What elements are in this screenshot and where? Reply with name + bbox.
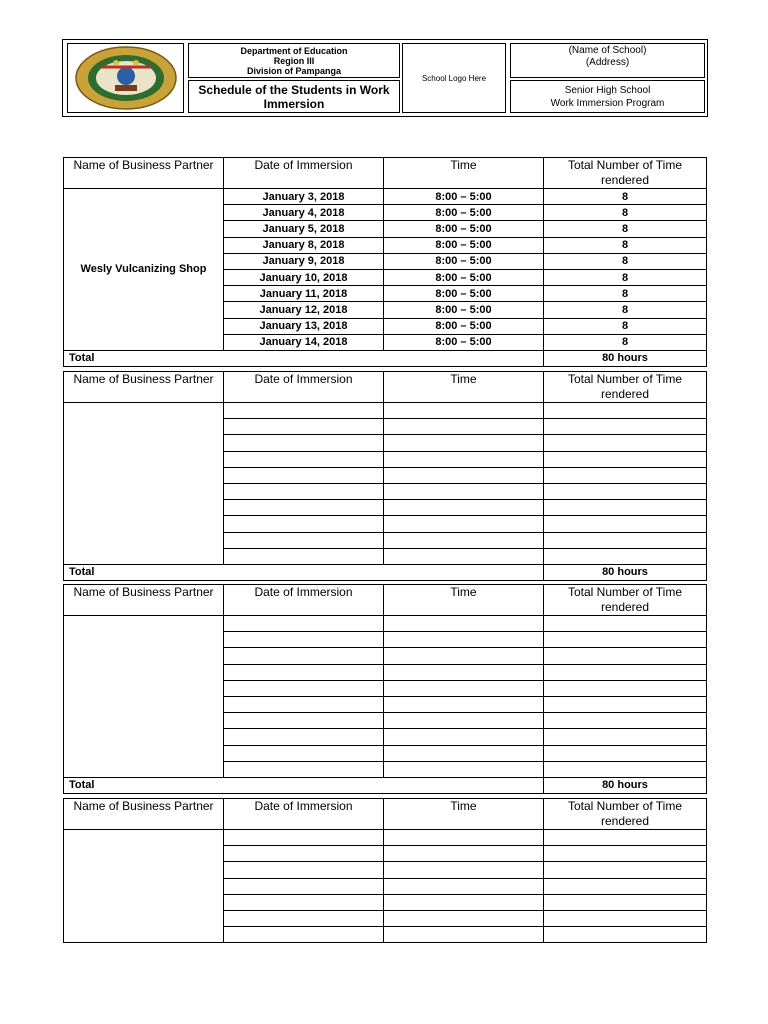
time-cell xyxy=(384,830,544,846)
time-cell: 8:00 – 5:00 xyxy=(384,221,544,237)
total-label: Total xyxy=(64,777,544,793)
column-header: Name of Business Partner xyxy=(64,585,224,616)
date-cell xyxy=(224,878,384,894)
deped-seal xyxy=(67,43,184,113)
hours-cell xyxy=(544,616,707,632)
deped-seal-icon xyxy=(71,45,181,111)
time-cell xyxy=(384,532,544,548)
time-cell xyxy=(384,862,544,878)
date-cell: January 8, 2018 xyxy=(224,237,384,253)
date-cell xyxy=(224,403,384,419)
hours-cell xyxy=(544,500,707,516)
hours-cell: 8 xyxy=(544,189,707,205)
column-header: Name of Business Partner xyxy=(64,158,224,189)
hours-cell xyxy=(544,846,707,862)
time-cell xyxy=(384,500,544,516)
table-row xyxy=(64,830,707,846)
date-cell xyxy=(224,664,384,680)
document-header xyxy=(62,39,708,117)
date-cell: January 13, 2018 xyxy=(224,318,384,334)
date-cell: January 9, 2018 xyxy=(224,253,384,269)
date-cell xyxy=(224,435,384,451)
date-cell: January 12, 2018 xyxy=(224,302,384,318)
time-cell xyxy=(384,548,544,564)
total-label: Total xyxy=(64,564,544,580)
date-cell xyxy=(224,532,384,548)
time-cell xyxy=(384,403,544,419)
region-name: Region III xyxy=(273,56,315,66)
total-row xyxy=(64,564,707,580)
hours-cell: 8 xyxy=(544,286,707,302)
date-cell: January 10, 2018 xyxy=(224,269,384,285)
time-cell xyxy=(384,467,544,483)
time-cell xyxy=(384,664,544,680)
hours-cell xyxy=(544,648,707,664)
column-header: Total Number of Time rendered xyxy=(544,799,707,830)
hours-cell xyxy=(544,483,707,499)
hours-cell xyxy=(544,632,707,648)
business-partner-cell xyxy=(64,616,224,778)
business-partner-cell xyxy=(64,830,224,943)
time-cell xyxy=(384,761,544,777)
hours-cell: 8 xyxy=(544,269,707,285)
hours-cell: 8 xyxy=(544,221,707,237)
date-cell xyxy=(224,632,384,648)
column-header: Time xyxy=(384,372,544,403)
hours-cell xyxy=(544,680,707,696)
column-header: Total Number of Time rendered xyxy=(544,158,707,189)
date-cell: January 5, 2018 xyxy=(224,221,384,237)
date-cell xyxy=(224,467,384,483)
time-cell xyxy=(384,680,544,696)
hours-cell xyxy=(544,894,707,910)
time-cell: 8:00 – 5:00 xyxy=(384,302,544,318)
total-value: 80 hours xyxy=(544,564,707,580)
date-cell xyxy=(224,745,384,761)
table-header-row xyxy=(64,158,707,189)
school-name-box xyxy=(510,43,705,78)
time-cell: 8:00 – 5:00 xyxy=(384,269,544,285)
hours-cell xyxy=(544,862,707,878)
time-cell: 8:00 – 5:00 xyxy=(384,189,544,205)
time-cell: 8:00 – 5:00 xyxy=(384,334,544,350)
time-cell xyxy=(384,516,544,532)
total-label: Total xyxy=(64,350,544,366)
time-cell: 8:00 – 5:00 xyxy=(384,253,544,269)
business-partner-cell xyxy=(64,403,224,565)
date-cell xyxy=(224,713,384,729)
schedule-table xyxy=(63,157,707,367)
document-title: Schedule of the Students in Work Immersion xyxy=(188,80,400,113)
date-cell xyxy=(224,696,384,712)
column-header: Name of Business Partner xyxy=(64,799,224,830)
time-cell xyxy=(384,729,544,745)
department-name: Department of Education xyxy=(240,46,348,56)
hours-cell xyxy=(544,729,707,745)
time-cell xyxy=(384,483,544,499)
hours-cell: 8 xyxy=(544,318,707,334)
date-cell: January 4, 2018 xyxy=(224,205,384,221)
date-cell xyxy=(224,894,384,910)
hours-cell xyxy=(544,713,707,729)
table-header-row xyxy=(64,799,707,830)
hours-cell: 8 xyxy=(544,237,707,253)
date-cell: January 14, 2018 xyxy=(224,334,384,350)
date-cell: January 3, 2018 xyxy=(224,189,384,205)
time-cell xyxy=(384,745,544,761)
hours-cell xyxy=(544,830,707,846)
column-header: Time xyxy=(384,799,544,830)
table-row xyxy=(64,189,707,205)
time-cell xyxy=(384,894,544,910)
date-cell xyxy=(224,516,384,532)
total-row xyxy=(64,350,707,366)
column-header: Time xyxy=(384,158,544,189)
time-cell xyxy=(384,435,544,451)
schedule-table xyxy=(63,584,707,794)
column-header: Date of Immersion xyxy=(224,158,384,189)
school-logo-placeholder: School Logo Here xyxy=(402,43,506,113)
date-cell xyxy=(224,483,384,499)
time-cell xyxy=(384,910,544,926)
hours-cell xyxy=(544,910,707,926)
program-line-1: Senior High School xyxy=(564,85,651,96)
column-header: Total Number of Time rendered xyxy=(544,585,707,616)
date-cell xyxy=(224,761,384,777)
schedule-table xyxy=(63,371,707,581)
date-cell xyxy=(224,846,384,862)
time-cell xyxy=(384,648,544,664)
total-value: 80 hours xyxy=(544,350,707,366)
hours-cell xyxy=(544,664,707,680)
time-cell: 8:00 – 5:00 xyxy=(384,205,544,221)
time-cell xyxy=(384,616,544,632)
column-header: Date of Immersion xyxy=(224,585,384,616)
school-address: (Address) xyxy=(585,57,630,68)
hours-cell xyxy=(544,927,707,943)
date-cell xyxy=(224,830,384,846)
date-cell xyxy=(224,910,384,926)
hours-cell: 8 xyxy=(544,205,707,221)
date-cell xyxy=(224,648,384,664)
program-line-2: Work Immersion Program xyxy=(550,98,665,109)
hours-cell xyxy=(544,435,707,451)
table-row xyxy=(64,403,707,419)
program-box xyxy=(510,80,705,113)
date-cell xyxy=(224,548,384,564)
hours-cell xyxy=(544,878,707,894)
time-cell xyxy=(384,696,544,712)
table-row xyxy=(64,616,707,632)
time-cell xyxy=(384,419,544,435)
school-name: (Name of School) xyxy=(568,45,647,56)
time-cell xyxy=(384,878,544,894)
column-header: Date of Immersion xyxy=(224,799,384,830)
hours-cell xyxy=(544,451,707,467)
date-cell xyxy=(224,500,384,516)
table-header-row xyxy=(64,585,707,616)
schedule-table xyxy=(63,798,707,943)
time-cell: 8:00 – 5:00 xyxy=(384,286,544,302)
date-cell: January 11, 2018 xyxy=(224,286,384,302)
column-header: Time xyxy=(384,585,544,616)
date-cell xyxy=(224,927,384,943)
table-header-row xyxy=(64,372,707,403)
date-cell xyxy=(224,729,384,745)
hours-cell xyxy=(544,696,707,712)
time-cell xyxy=(384,846,544,862)
hours-cell xyxy=(544,467,707,483)
hours-cell xyxy=(544,516,707,532)
column-header: Name of Business Partner xyxy=(64,372,224,403)
hours-cell xyxy=(544,745,707,761)
business-partner-cell: Wesly Vulcanizing Shop xyxy=(64,189,224,351)
time-cell xyxy=(384,927,544,943)
column-header: Date of Immersion xyxy=(224,372,384,403)
date-cell xyxy=(224,862,384,878)
hours-cell xyxy=(544,761,707,777)
hours-cell xyxy=(544,532,707,548)
time-cell xyxy=(384,632,544,648)
department-info xyxy=(188,43,400,78)
hours-cell xyxy=(544,548,707,564)
date-cell xyxy=(224,451,384,467)
date-cell xyxy=(224,419,384,435)
hours-cell xyxy=(544,403,707,419)
division-name: Division of Pampanga xyxy=(246,66,342,76)
column-header: Total Number of Time rendered xyxy=(544,372,707,403)
hours-cell: 8 xyxy=(544,334,707,350)
date-cell xyxy=(224,616,384,632)
time-cell: 8:00 – 5:00 xyxy=(384,318,544,334)
hours-cell: 8 xyxy=(544,302,707,318)
total-value: 80 hours xyxy=(544,777,707,793)
hours-cell: 8 xyxy=(544,253,707,269)
time-cell: 8:00 – 5:00 xyxy=(384,237,544,253)
hours-cell xyxy=(544,419,707,435)
date-cell xyxy=(224,680,384,696)
time-cell xyxy=(384,713,544,729)
time-cell xyxy=(384,451,544,467)
total-row xyxy=(64,777,707,793)
